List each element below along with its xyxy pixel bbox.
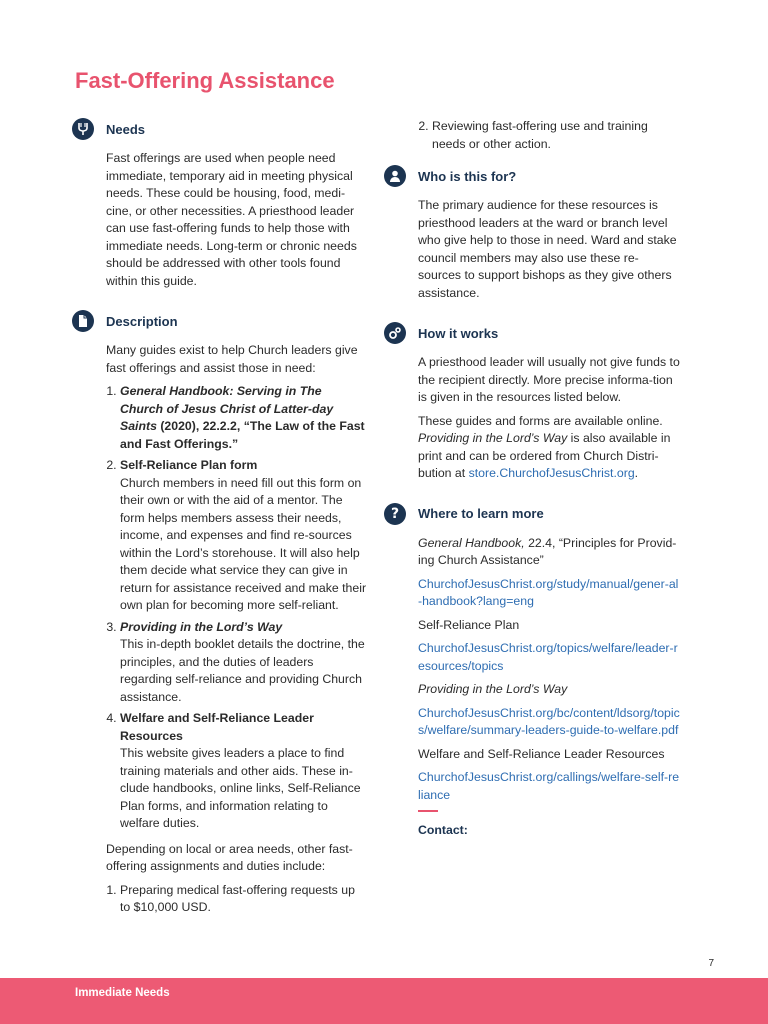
question-icon: ? xyxy=(384,503,406,525)
contact-label: Contact: xyxy=(418,823,468,837)
resource-3: Providing in the Lord’s Way xyxy=(418,682,568,696)
page-title: Fast-Offering Assistance xyxy=(75,68,335,93)
footer-bar xyxy=(0,978,768,1024)
description-heading: Description xyxy=(106,313,178,329)
description-heading-row xyxy=(72,310,368,332)
duties-list xyxy=(106,882,368,917)
learn-heading: Where to learn more xyxy=(418,506,544,521)
divider xyxy=(418,810,438,812)
who-heading-row xyxy=(384,165,680,187)
resource-1-link[interactable]: ChurchofJesusChrist.org/study/manual/gener-al-handbook?lang=eng xyxy=(418,576,679,608)
left-column xyxy=(72,118,368,925)
duties-continued xyxy=(418,118,680,153)
document-icon xyxy=(72,310,94,332)
how-text-1: A priesthood leader will usually not give funds to the recipient directly. More precise informa-tion is given in the resources listed below. xyxy=(418,355,680,404)
list-item: 4. Welfare and Self-Reliance Leader Resources This website gives leaders a place to find training materials and other aids. These in-clude handbooks, online links, Self-Reliance Plan forms, and information relating to welfare duties. xyxy=(120,710,368,833)
duties-list-continued xyxy=(418,118,680,153)
resource-4-link[interactable]: ChurchofJesusChrist.org/callings/welfare-self-reliance xyxy=(418,770,680,802)
guides-list xyxy=(106,383,368,833)
hands-icon xyxy=(72,118,94,140)
resource-2-link[interactable]: ChurchofJesusChrist.org/topics/welfare/leader-resources/topics xyxy=(418,641,678,673)
resource-3-link[interactable]: ChurchofJesusChrist.org/bc/content/ldsorg/topics/welfare/summary-leaders-guide-to-welfare.pdf xyxy=(418,705,680,737)
how-text-2: These guides and forms are available online. Providing in the Lord’s Way is also available in print and can be ordered from Church Distri-bution at store.ChurchofJesusChrist.org. xyxy=(418,413,671,480)
resource-2: Self-Reliance Plan xyxy=(418,617,520,632)
who-text: The primary audience for these resources is priesthood leaders at the ward or branch level who give help to those in need. Ward and stake council members may also use these re-sources to support bishops as they give others assistance. xyxy=(418,198,677,300)
list-item: 1. Preparing medical fast-offering requests up to $10,000 USD. xyxy=(120,882,368,917)
store-link[interactable]: store.ChurchofJesusChrist.org xyxy=(468,466,635,480)
needs-body xyxy=(106,150,368,290)
list-item: 2. Reviewing fast-offering use and training needs or other action. xyxy=(432,118,680,153)
resource-1: General Handbook, 22.4, “Principles for Provid-ing Church Assistance” xyxy=(418,535,677,567)
how-heading: How it works xyxy=(418,325,499,341)
description-outro: Depending on local or area needs, other fast-offering assignments and duties include: xyxy=(106,841,353,873)
gears-icon xyxy=(384,322,406,344)
who-body xyxy=(418,197,680,302)
page-number: 7 xyxy=(708,958,714,969)
needs-heading-row xyxy=(72,118,368,140)
learn-body xyxy=(418,535,680,840)
who-heading: Who is this for? xyxy=(418,168,517,184)
needs-text: Fast offerings are used when people need immediate, temporary aid in meeting physical needs. These could be housing, food, medi-cine, or other necessities. A priesthood leader can use fast-offering funds to help those with immediate needs. Long-term or chronic needs should be addressed with other tools found within this guide. xyxy=(106,151,357,288)
how-heading-row xyxy=(384,322,680,344)
description-intro: Many guides exist to help Church leaders give fast offerings and assist those in need: xyxy=(106,343,358,375)
learn-heading-row xyxy=(384,503,680,525)
resource-4: Welfare and Self-Reliance Leader Resources xyxy=(418,746,665,761)
description-body xyxy=(106,342,368,917)
how-body xyxy=(418,354,680,483)
right-column xyxy=(384,118,680,840)
footer-label: Immediate Needs xyxy=(75,987,170,999)
person-icon xyxy=(384,165,406,187)
needs-heading: Needs xyxy=(106,121,146,137)
list-item: 1. General Handbook: Serving in The Church of Jesus Christ of Latter-day Saints (2020), 22.2.2, “The Law of the Fast and Fast Offerings.” xyxy=(120,383,368,453)
list-item: 2. Self-Reliance Plan form Church members in need fill out this form on their own or with the aid of a mentor. The form helps members assess their needs, income, and expenses and find re-sources within the Lord’s storehouse. It will also help them decide what service they can give in return for assistance received and make their own plan for becoming more self-reliant. xyxy=(120,457,368,615)
list-item: 3. Providing in the Lord’s Way This in-depth booklet details the doctrine, the principles, and the duties of leaders regarding self-reliance and providing Church assistance. xyxy=(120,619,368,707)
